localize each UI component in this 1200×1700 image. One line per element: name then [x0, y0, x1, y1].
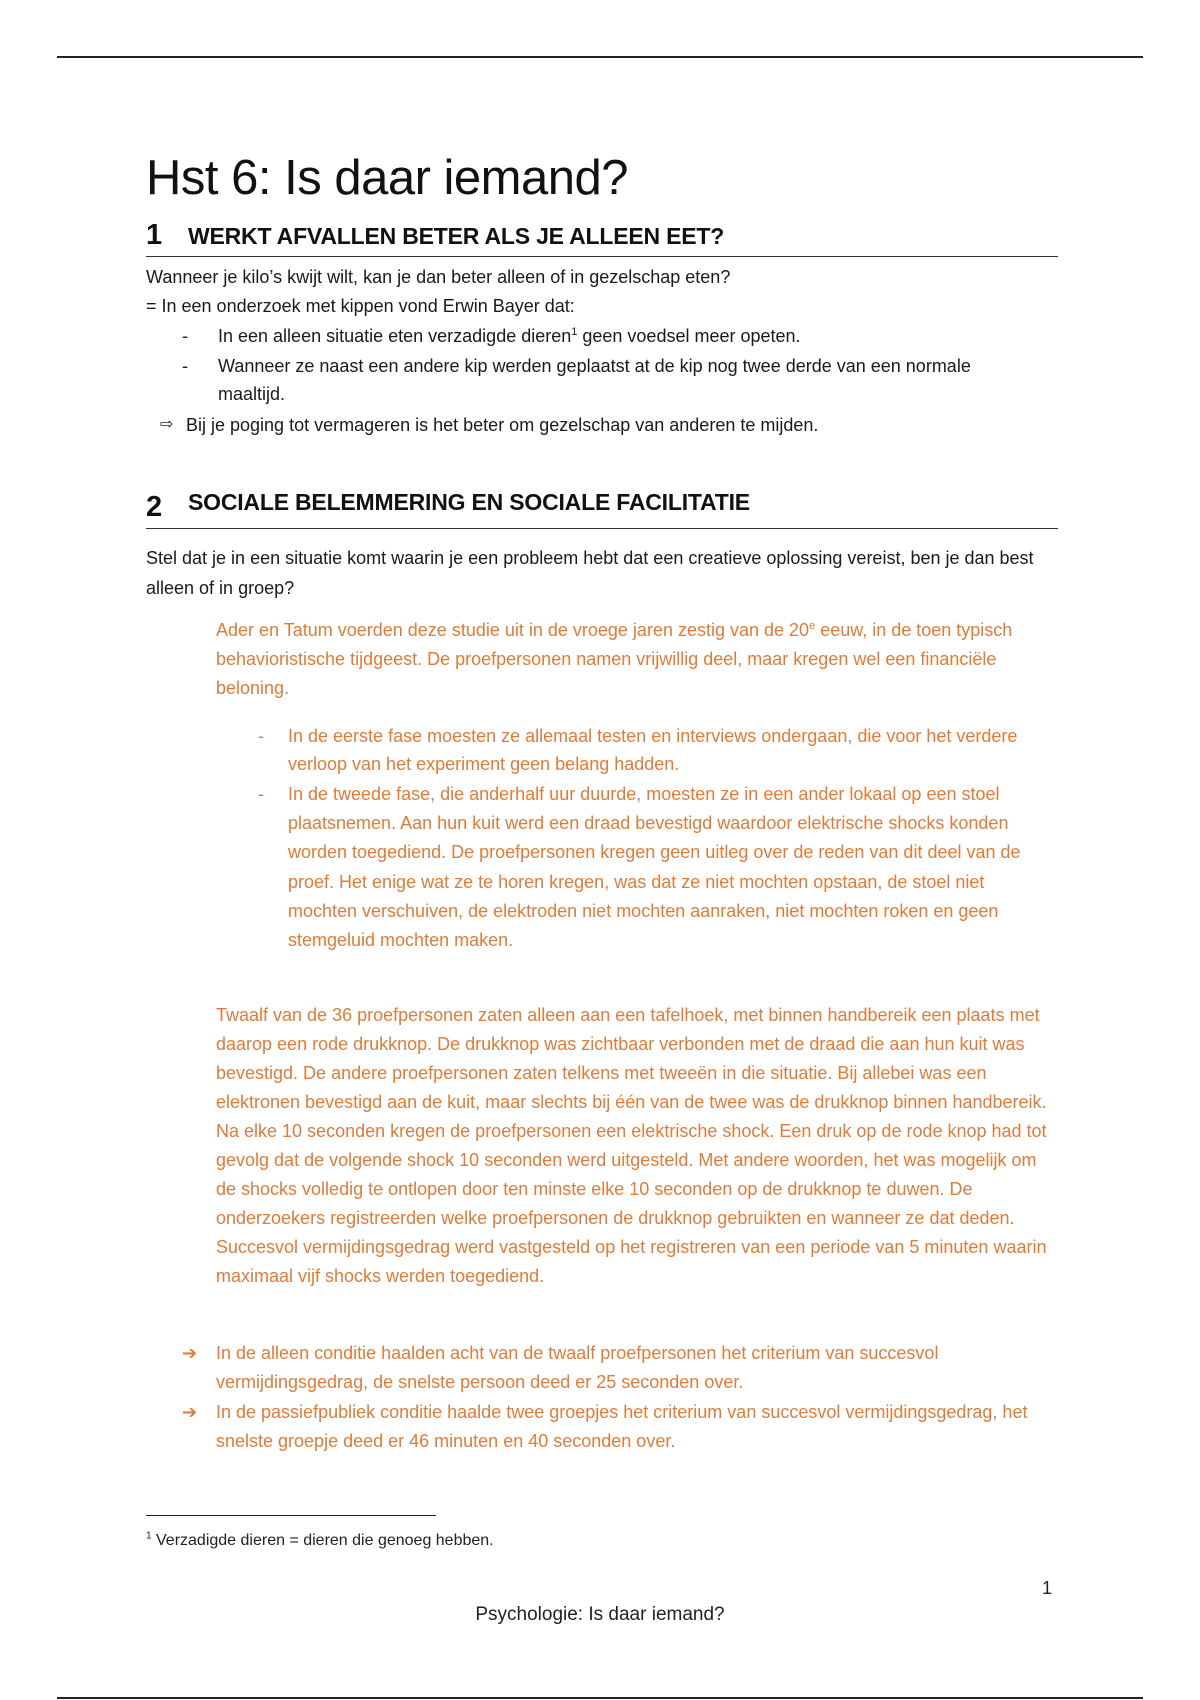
result-text: In de alleen conditie haalden acht van de twaalf proefpersonen het criterium van succesvol vermijdingsgedrag, de snelste persoon deed er 25 seconden over. [216, 1343, 939, 1392]
footer-title: Psychologie: Is daar iemand? [475, 1604, 725, 1625]
section-2-number: 2 [146, 491, 163, 523]
result-text: In de passiefpubliek conditie haalde twee groepjes het criterium van succesvol vermijdingsgedrag, het snelste groepje deed er 46 minuten en 40 seconden over. [216, 1402, 1028, 1451]
result-item [182, 1398, 1058, 1454]
experiment-setup: Twaalf van de 36 proefpersonen zaten alleen aan een tafelhoek, met binnen handbereik een plaats met daarop een rode drukknop. De drukknop was zichtbaar verbonden met de draad die aan hun kuit was bevestigd. De andere proefpersonen zaten telkens met tweeën in die situatie. Bij allebei was een elektronen bevestigd aan de kuit, maar slechts bij één van de twee was de drukknop binnen handbereik. Na elke 10 seconden kregen de proefpersonen een elektrische shock. Een druk op de rode knop had tot gevolg dat de volgende shock 10 seconden werd uitgesteld. Met andere woorden, het was mogelijk om de shocks volledig te ontlopen door ten minste elke 10 seconden op de drukknop te duwen. De onderzoekers registreerden welke proefpersonen de drukknop gebruikten en wanneer ze dat deden. Succesvol vermijdingsgedrag werd vastgesteld op het registreren van een periode van 5 minuten waarin maximaal vijf shocks werden toegediend. [216, 1005, 1047, 1286]
arrow-right-icon: ➔ [182, 1343, 198, 1363]
section-2-heading [146, 483, 1058, 529]
footnote-ref: 1 [571, 326, 578, 338]
conclusion-text: Bij je poging tot vermageren is het beter om gezelschap van anderen te mijden. [186, 415, 819, 435]
section-2-title: SOCIALE BELEMMERING EN SOCIALE FACILITATIE [188, 489, 750, 515]
footnote-number: 1 [146, 1530, 152, 1542]
page-number: 1 [1042, 1578, 1053, 1598]
section-1-intro: = In een onderzoek met kippen vond Erwin Bayer dat: [146, 296, 575, 316]
section-1-title: WERKT AFVALLEN BETER ALS JE ALLEEN EET? [188, 223, 725, 249]
list-item-text: Wanneer ze naast een andere kip werden geplaatst at de kip nog twee derde van een normale maaltijd. [218, 356, 971, 404]
section-2-question: Stel dat je in een situatie komt waarin je een probleem hebt dat een creatieve oplossing vereist, ben je dan best alleen of in groep? [146, 548, 1034, 598]
list-item-text: In de eerste fase moesten ze allemaal testen en interviews ondergaan, die voor het verdere verloop van het experiment geen belang hadden. [288, 726, 1018, 774]
arrow-right-icon: ➔ [182, 1402, 198, 1422]
footnote-text: Verzadigde dieren = dieren die genoeg hebben. [151, 1532, 494, 1549]
footer-rule [57, 1697, 1143, 1699]
header-rule [57, 56, 1143, 58]
footnote [146, 1532, 494, 1550]
conclusion-item [160, 411, 1058, 439]
arrow-right-icon: ⇨ [160, 416, 174, 433]
study-intro: Ader en Tatum voerden deze studie uit in de vroege jaren zestig van de 20e eeuw, in de toen typisch behavioristische tijdgeest. De proefpersonen namen vrijwillig deel, maar kregen wel een financiële beloning. [216, 620, 1013, 698]
list-item: - In de tweede fase, die anderhalf uur duurde, moesten ze in een ander lokaal op een stoel plaatsnemen. Aan hun kuit werd een draad bevestigd waardoor elektrische shocks konden worden toegediend. De proefpersonen kregen geen uitleg over de reden van dit deel van de proef. Het enige wat ze te horen kregen, was dat ze niet mochten opstaan, de stoel niet mochten verschuiven, de elektroden niet mochten aanraken, niet mochten roken en geen stemgeluid mochten maken. [258, 780, 1058, 980]
section-1-question: Wanneer je kilo’s kwijt wilt, kan je dan beter alleen of in gezelschap eten? [146, 267, 731, 287]
result-item [182, 1339, 1058, 1395]
list-item: - Wanneer ze naast een andere kip werden geplaatst at de kip nog twee derde van een normale maaltijd. [182, 352, 1058, 408]
list-item: - In een alleen situatie eten verzadigde dieren$^1$ geen voedsel meer opeten. [182, 326, 801, 346]
section-1-heading [146, 220, 1058, 257]
page-title: Hst 6: Is daar iemand? [146, 151, 628, 205]
list-item: - In de eerste fase moesten ze allemaal testen en interviews ondergaan, die voor het verdere verloop van het experiment geen belang hadden. [258, 722, 1058, 778]
list-item-text: In de tweede fase, die anderhalf uur duurde, moesten ze in een ander lokaal op een stoel plaatsnemen. Aan hun kuit werd een draad bevestigd waardoor elektrische shocks konden worden toegediend. De proefpersonen kregen geen uitleg over de reden van dit deel van de proef. Het enige wat ze te horen kregen, was dat ze niet mochten opstaan, de stoel niet mochten verschuiven, de elektroden niet mochten aanraken, niet mochten roken en geen stemgeluid mochten maken. [288, 784, 1021, 951]
section-1-number: 1 [146, 219, 163, 251]
list-item-text: In een alleen situatie eten verzadigde dieren [218, 326, 572, 346]
footnote-divider [146, 1515, 436, 1516]
